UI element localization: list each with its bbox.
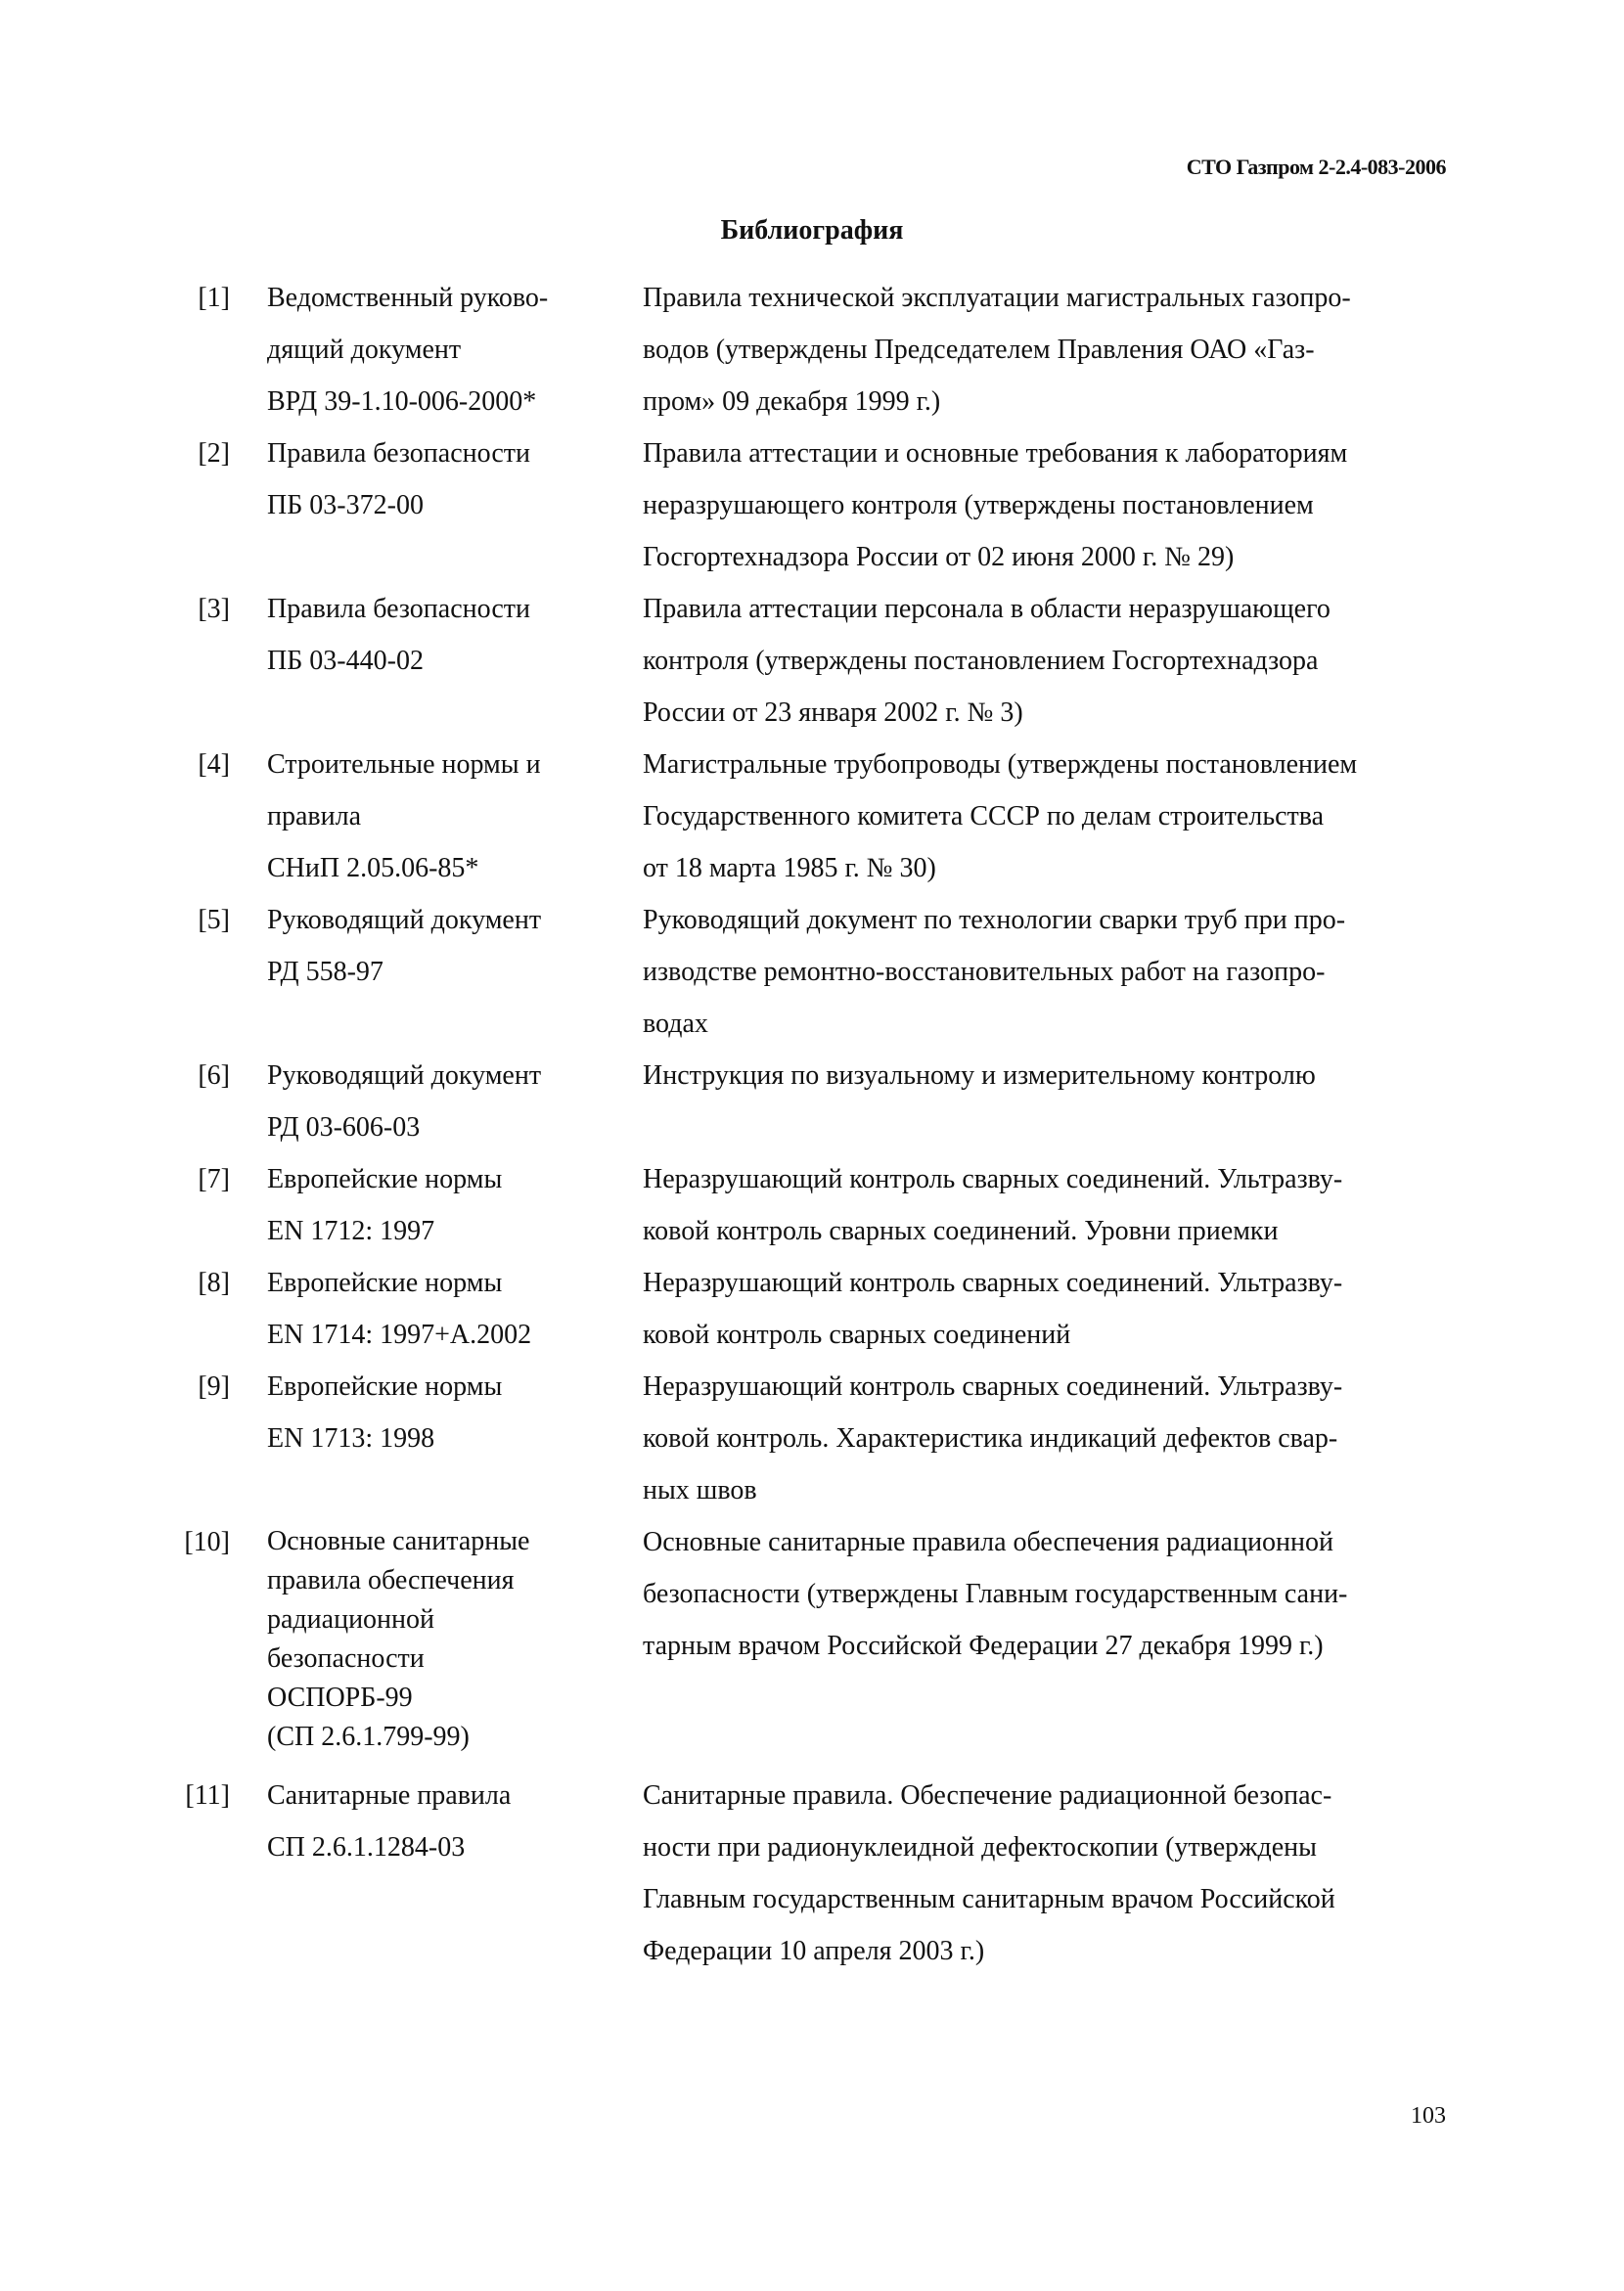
desc-line: Правила технической эксплуатации магистральных газопро- [643, 283, 1351, 313]
doc-line: правила [267, 801, 362, 831]
entry-document [267, 1770, 605, 1873]
entry-number: [11] [185, 1780, 230, 1811]
desc-line: контроля (утверждены постановлением Госгортехнадзора [643, 646, 1319, 676]
entry-number: [1] [198, 283, 230, 313]
doc-line: EN 1714: 1997+A.2002 [267, 1320, 532, 1350]
doc-line: РД 03-606-03 [267, 1112, 421, 1143]
desc-line: пром» 09 декабря 1999 г.) [643, 386, 941, 417]
desc-line: ности при радионуклеидной дефектоскопии (утверждены [643, 1832, 1317, 1863]
desc-line: Государственного комитета СССР по делам строительства [643, 801, 1325, 831]
entry-description [643, 1770, 1440, 1977]
entry-number: [7] [198, 1164, 230, 1194]
entry-description [643, 1050, 1440, 1101]
desc-line: ковой контроль сварных соединений [643, 1320, 1071, 1350]
doc-line: EN 1713: 1998 [267, 1423, 435, 1454]
entry-number: [8] [198, 1268, 230, 1298]
entry-document [267, 1361, 605, 1464]
desc-line: ковой контроль сварных соединений. Уровни приемки [643, 1216, 1279, 1246]
doc-line: (СП 2.6.1.799-99) [267, 1722, 470, 1752]
desc-line: ковой контроль. Характеристика индикаций дефектов свар- [643, 1423, 1338, 1454]
entry-number: [5] [198, 905, 230, 935]
doc-line: ПБ 03-440-02 [267, 646, 424, 676]
desc-line: Неразрушающий контроль сварных соединений. Ультразву- [643, 1164, 1343, 1194]
entry-document [267, 1522, 605, 1757]
desc-line: Госгортехнадзора России от 02 июня 2000 г. № 29) [643, 542, 1235, 572]
entry-number: [10] [184, 1527, 230, 1557]
entry-description [643, 1361, 1440, 1516]
entry-document [267, 272, 605, 427]
entry-description [643, 1153, 1440, 1257]
doc-line: Санитарные правила [267, 1780, 512, 1811]
doc-line: правила обеспечения [267, 1565, 515, 1595]
entry-description [643, 894, 1440, 1050]
doc-line: Европейские нормы [267, 1164, 503, 1194]
page-number: 103 [1411, 2103, 1446, 2129]
entry-description [643, 739, 1440, 894]
doc-line: СНиП 2.05.06-85* [267, 853, 479, 883]
entry-number: [2] [198, 438, 230, 469]
desc-line: Инструкция по визуальному и измерительному контролю [643, 1060, 1316, 1091]
doc-line: Европейские нормы [267, 1371, 503, 1402]
desc-line: Основные санитарные правила обеспечения радиационной [643, 1527, 1334, 1557]
entry-number: [3] [198, 594, 230, 624]
doc-line: радиационной [267, 1604, 435, 1635]
entry-number: [4] [198, 749, 230, 780]
desc-line: тарным врачом Российской Федерации 27 декабря 1999 г.) [643, 1631, 1324, 1661]
desc-line: изводстве ремонтно-восстановительных работ на газопро- [643, 957, 1326, 987]
document-code-header: СТО Газпром 2-2.4-083-2006 [1186, 155, 1446, 179]
desc-line: водов (утверждены Председателем Правления ОАО «Газ- [643, 335, 1315, 365]
entry-document [267, 1153, 605, 1257]
doc-line: Ведомственный руково- [267, 283, 549, 313]
desc-line: Федерации 10 апреля 2003 г.) [643, 1936, 985, 1966]
desc-line: Правила аттестации и основные требования к лабораториям [643, 438, 1348, 469]
entry-document [267, 583, 605, 687]
doc-line: Руководящий документ [267, 1060, 542, 1091]
doc-line: ОСПОРБ-99 [267, 1683, 413, 1713]
entry-description [643, 272, 1440, 427]
doc-line: Руководящий документ [267, 905, 542, 935]
desc-line: Руководящий документ по технологии сварки труб при про- [643, 905, 1346, 935]
page-title: Библиография [720, 215, 904, 246]
desc-line: ных швов [643, 1475, 757, 1505]
desc-line: Правила аттестации персонала в области неразрушающего [643, 594, 1331, 624]
doc-line: Основные санитарные [267, 1526, 530, 1556]
desc-line: Неразрушающий контроль сварных соединений. Ультразву- [643, 1268, 1343, 1298]
entry-document [267, 894, 605, 998]
entry-description [643, 583, 1440, 739]
desc-line: России от 23 января 2002 г. № 3) [643, 697, 1023, 728]
entry-document [267, 739, 605, 894]
desc-line: Санитарные правила. Обеспечение радиационной безопас- [643, 1780, 1332, 1811]
doc-line: ВРД 39-1.10-006-2000* [267, 386, 537, 417]
doc-line: Правила безопасности [267, 594, 530, 624]
desc-line: от 18 марта 1985 г. № 30) [643, 853, 936, 883]
entry-number: [6] [198, 1060, 230, 1091]
entry-description [643, 1516, 1440, 1672]
doc-line: Правила безопасности [267, 438, 530, 469]
desc-line: Магистральные трубопроводы (утверждены постановлением [643, 749, 1358, 780]
entry-number: [9] [198, 1371, 230, 1402]
doc-line: Европейские нормы [267, 1268, 503, 1298]
entry-document [267, 1257, 605, 1361]
desc-line: Главным государственным санитарным врачом Российской [643, 1884, 1335, 1914]
doc-line: РД 558-97 [267, 957, 383, 987]
doc-line: Строительные нормы и [267, 749, 541, 780]
doc-line: EN 1712: 1997 [267, 1216, 435, 1246]
entry-description [643, 427, 1440, 583]
desc-line: водах [643, 1009, 708, 1039]
doc-line: дящий документ [267, 335, 462, 365]
desc-line: безопасности (утверждены Главным государственным сани- [643, 1579, 1348, 1609]
entry-description [643, 1257, 1440, 1361]
doc-line: безопасности [267, 1643, 425, 1674]
entry-document [267, 427, 605, 531]
doc-line: СП 2.6.1.1284-03 [267, 1832, 466, 1863]
doc-line: ПБ 03-372-00 [267, 490, 424, 520]
entry-document [267, 1050, 605, 1153]
desc-line: Неразрушающий контроль сварных соединений. Ультразву- [643, 1371, 1343, 1402]
desc-line: неразрушающего контроля (утверждены постановлением [643, 490, 1314, 520]
